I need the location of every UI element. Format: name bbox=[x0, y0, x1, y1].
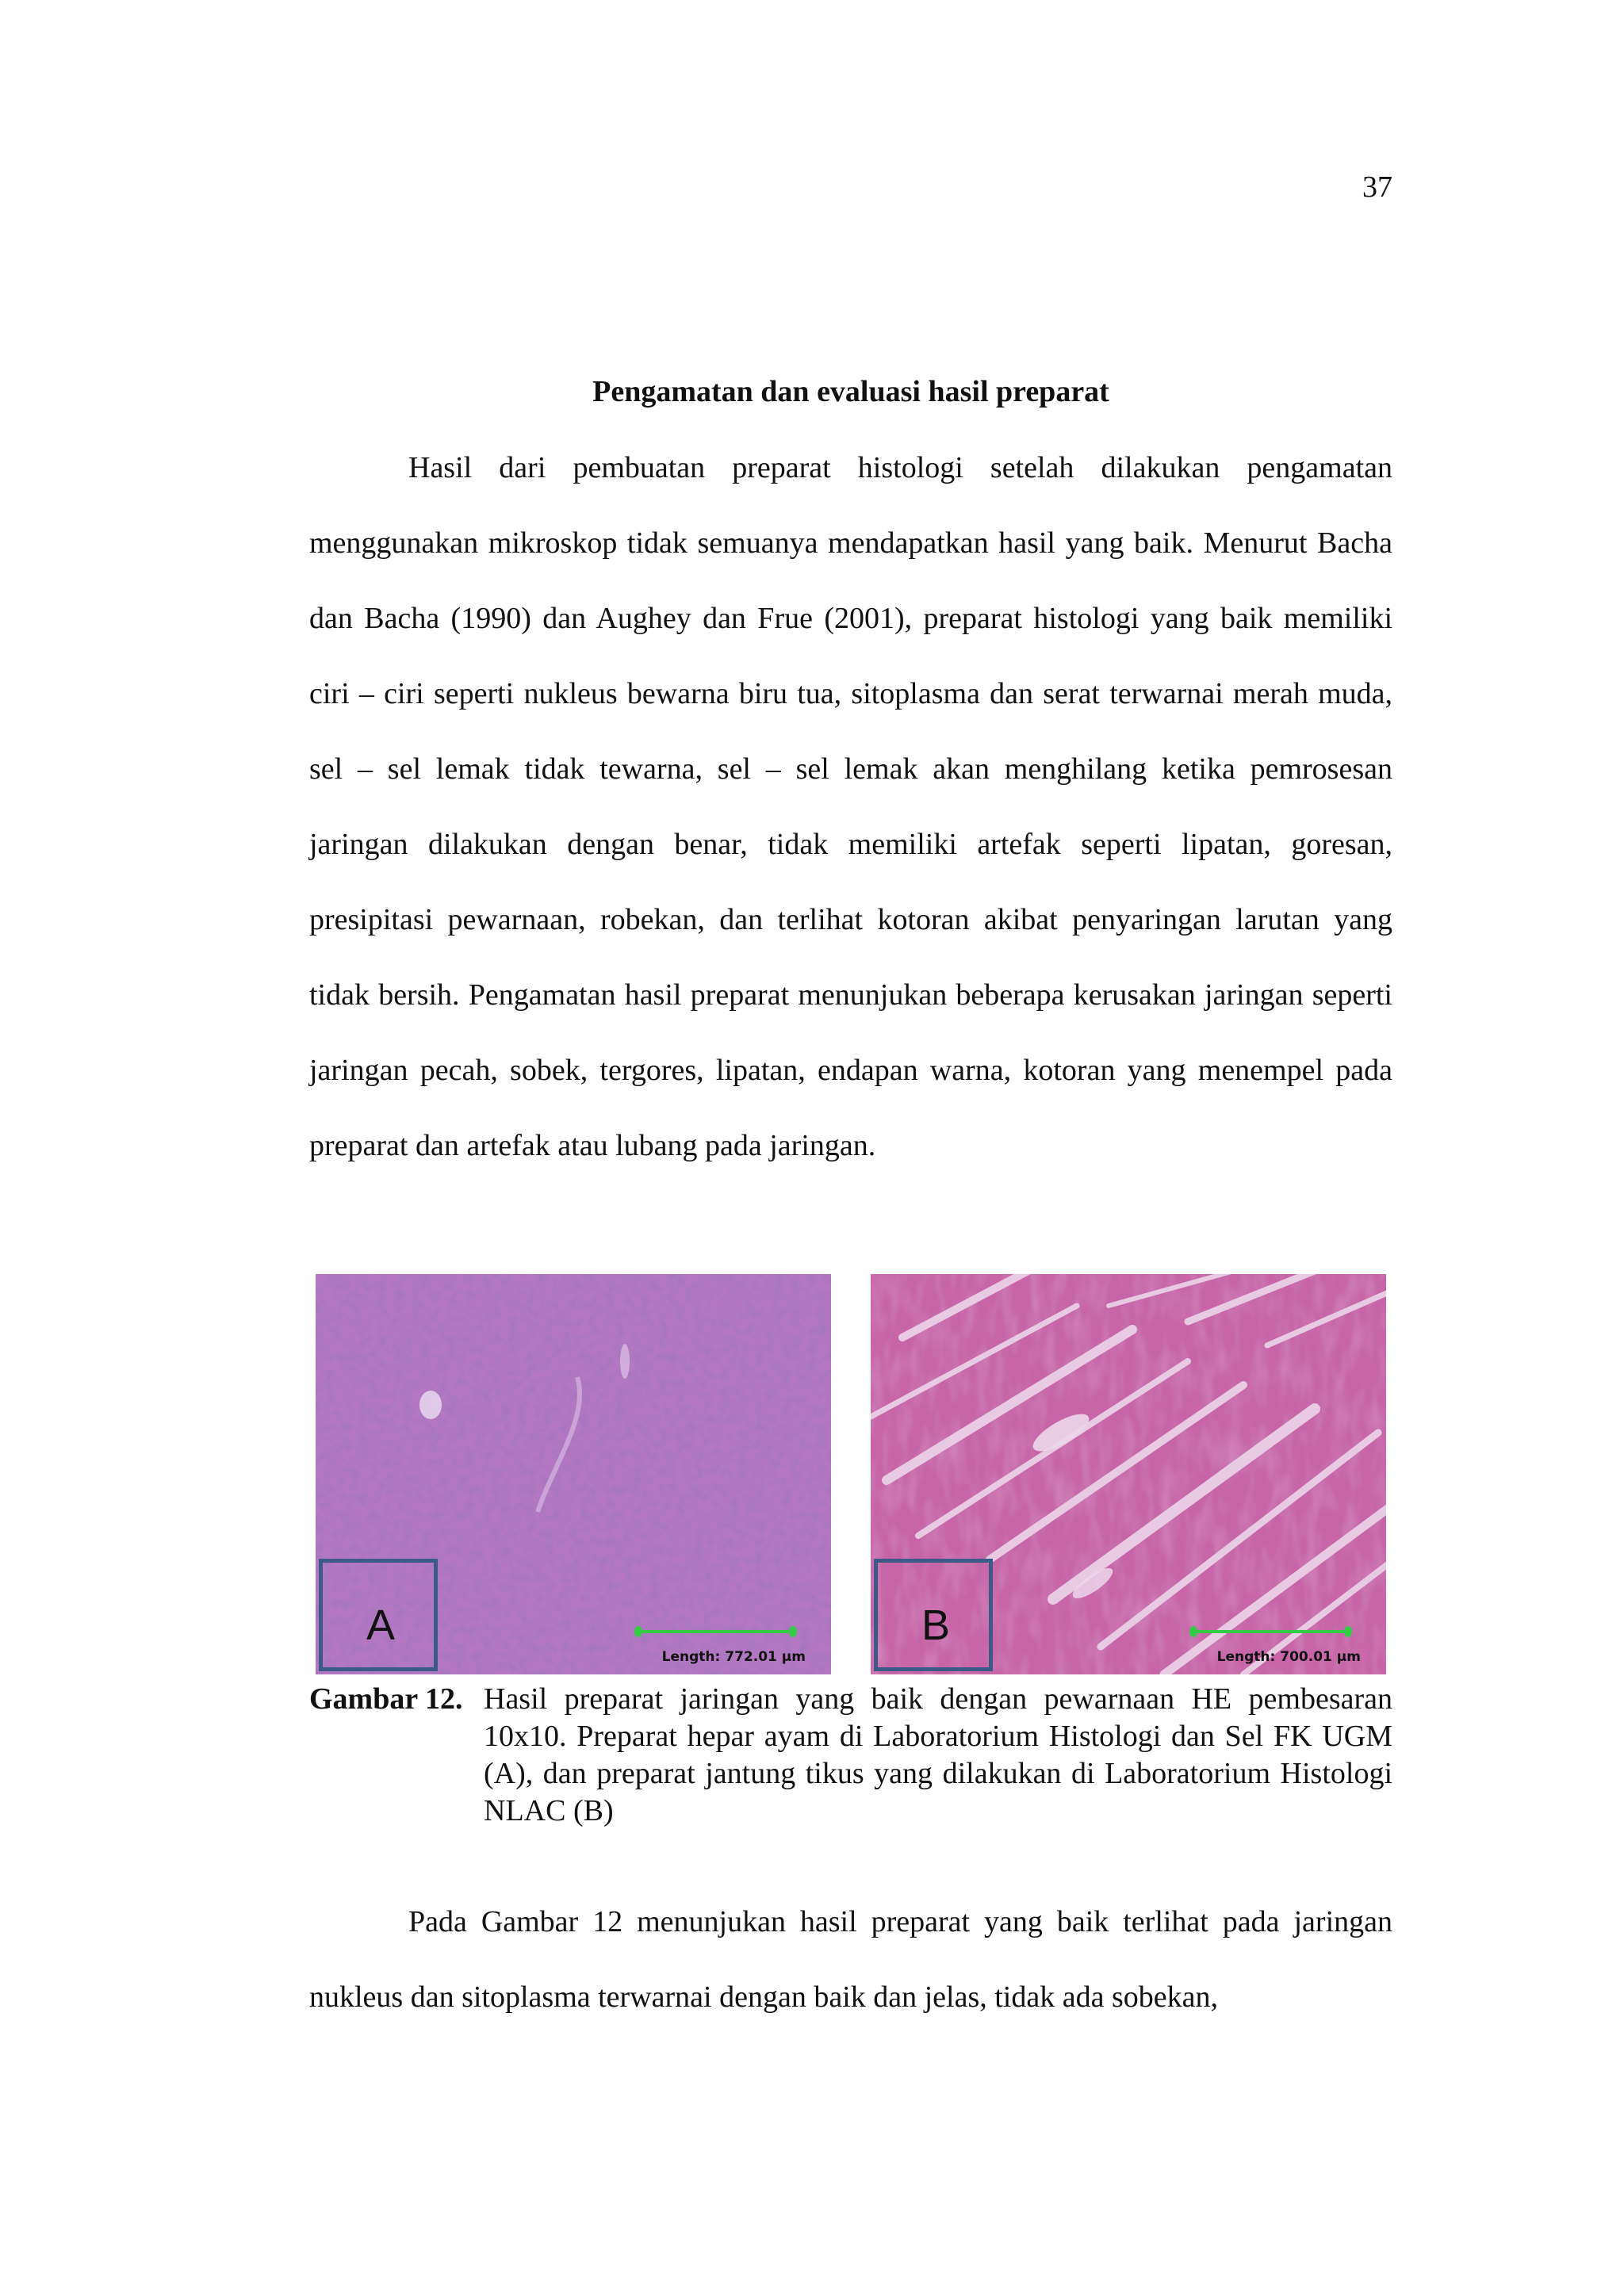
body-paragraph-1 bbox=[309, 430, 1392, 1184]
micrograph-heart bbox=[871, 1274, 1386, 1674]
panel-letter-b: B bbox=[921, 1601, 951, 1649]
paragraph-2-text: Pada Gambar 12 menunjukan hasil preparat yang baik terlihat pada jaringan nukleus dan sitoplasma terwarnai dengan baik dan jelas, tidak ada sobekan, bbox=[309, 1905, 1392, 2014]
scale-bar-b bbox=[1193, 1630, 1348, 1633]
figure-12 bbox=[316, 1274, 1388, 1674]
body-paragraph-2 bbox=[309, 1885, 1392, 2035]
figure-caption bbox=[309, 1681, 1392, 1830]
page-number: 37 bbox=[1362, 170, 1392, 204]
caption-label: Gambar 12. bbox=[309, 1682, 463, 1716]
scale-label-b: Length: 700.01 μm bbox=[1216, 1649, 1361, 1665]
caption-text: Hasil preparat jaringan yang baik dengan pewarnaan HE pembesaran 10x10. Preparat hepar ayam di Laboratorium Histologi dan Sel FK UGM (A), dan preparat jantung tikus yang dilakukan di Laboratorium Histologi NLAC (B) bbox=[484, 1682, 1392, 1827]
paragraph-1-text: Hasil dari pembuatan preparat histologi setelah dilakukan pengamatan menggunakan mikroskop tidak semuanya mendapatkan hasil yang baik. Menurut Bacha dan Bacha (1990) dan Aughey dan Frue (2001), preparat histologi yang baik memiliki ciri – ciri seperti nukleus bewarna biru tua, sitoplasma dan serat terwarnai merah muda, sel – sel lemak tidak tewarna, sel – sel lemak akan menghilang ketika pemrosesan jaringan dilakukan dengan benar, tidak memiliki artefak seperti lipatan, goresan, presipitasi pewarnaan, robekan, dan terlihat kotoran akibat penyaringan larutan yang tidak bersih. Pengamatan hasil preparat menunjukan beberapa kerusakan jaringan seperti jaringan pecah, sobek, tergores, lipatan, endapan warna, kotoran yang menempel pada preparat dan artefak atau lubang pada jaringan. bbox=[309, 451, 1392, 1162]
scale-bar-a bbox=[638, 1630, 793, 1633]
panel-label-box-a bbox=[319, 1559, 438, 1671]
section-title: Pengamatan dan evaluasi hasil preparat bbox=[592, 375, 1109, 408]
micrograph-liver bbox=[316, 1274, 831, 1674]
panel-label-box-b bbox=[874, 1559, 993, 1671]
panel-letter-a: A bbox=[366, 1601, 396, 1649]
scale-label-a: Length: 772.01 μm bbox=[661, 1649, 806, 1665]
